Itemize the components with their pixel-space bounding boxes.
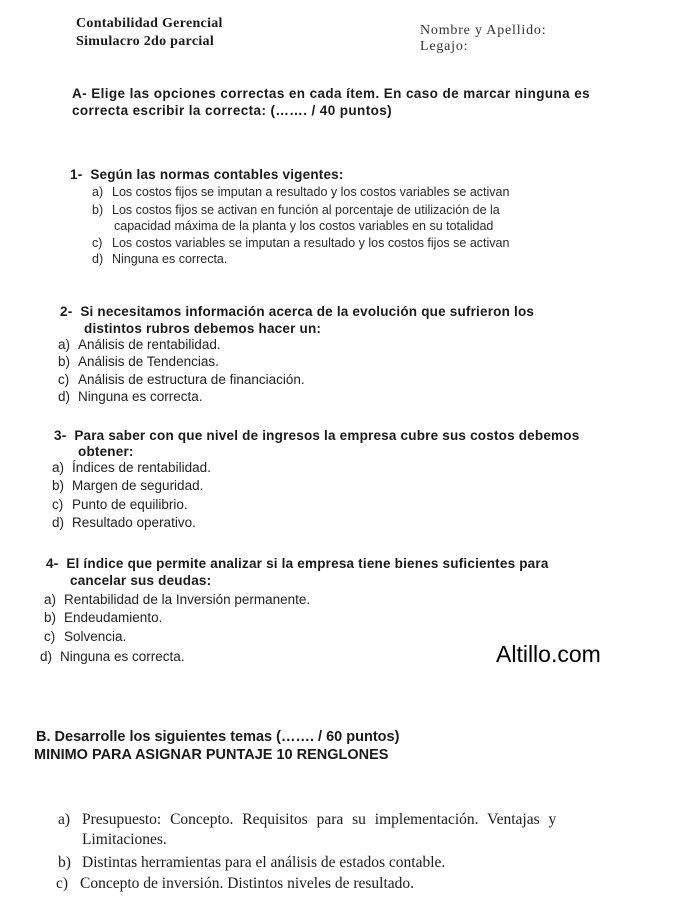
option-label: a) <box>92 185 104 199</box>
question-2-stem <box>60 304 534 319</box>
question-text: Según las normas contables vigentes: <box>90 167 344 182</box>
legajo-label: Legajo: <box>420 39 469 54</box>
question-1-option-c[interactable] <box>92 236 509 250</box>
question-text: Para saber con que nivel de ingresos la empresa cubre sus costos debemos <box>74 428 580 443</box>
option-text: Análisis de Tendencias. <box>78 354 219 369</box>
topic-b <box>58 854 445 872</box>
option-label: b) <box>92 203 104 217</box>
option-label: d) <box>40 649 53 664</box>
option-label: c) <box>58 372 70 387</box>
question-3-option-d[interactable] <box>52 515 196 530</box>
question-text: El índice que permite analizar si la empresa tiene bienes suficientes para <box>66 556 549 571</box>
option-label: d) <box>58 389 71 404</box>
option-label: a) <box>44 592 57 607</box>
course-title: Contabilidad Gerencial <box>76 16 223 31</box>
question-text: Si necesitamos información acerca de la evolución que sufrieron los <box>80 304 535 319</box>
question-3-option-c[interactable] <box>52 497 188 512</box>
option-text: Ninguna es correcta. <box>60 649 185 664</box>
question-3-stem-continued: obtener: <box>78 444 134 459</box>
option-text: Análisis de rentabilidad. <box>78 337 221 352</box>
question-number: 3- <box>54 428 67 443</box>
option-text: Endeudamiento. <box>64 610 163 625</box>
option-label: c) <box>44 629 56 644</box>
option-text: Ninguna es correcta. <box>112 252 228 266</box>
question-4-option-c[interactable] <box>44 629 126 644</box>
option-label: b) <box>44 610 57 625</box>
section-b-title: B. Desarrolle los siguientes temas (……. / 60 puntos) <box>36 729 400 745</box>
watermark-text: Altillo.com <box>496 641 601 667</box>
question-1-option-d[interactable] <box>92 252 227 266</box>
topic-a-continued: Limitaciones. <box>82 831 167 848</box>
option-label: a) <box>58 337 71 352</box>
option-label: a) <box>52 460 65 475</box>
option-label: c) <box>52 497 64 512</box>
option-text: Los costos variables se imputan a resultado y los costos fijos se activan <box>112 236 510 250</box>
option-text: Ninguna es correcta. <box>78 389 203 404</box>
question-4-option-b[interactable] <box>44 610 162 625</box>
option-text: Los costos fijos se imputan a resultado y los costos variables se activan <box>112 185 510 199</box>
option-label: d) <box>92 252 104 266</box>
topic-text: Concepto de inversión. Distintos niveles de resultado. <box>80 875 415 892</box>
topic-a <box>58 811 698 829</box>
exam-title: Simulacro 2do parcial <box>76 34 215 49</box>
question-1-option-b-continued: capacidad máxima de la planta y los costos variables en su totalidad <box>114 219 494 233</box>
option-text: Punto de equilibrio. <box>72 497 188 512</box>
option-label: b) <box>58 354 71 369</box>
topic-c <box>56 875 414 893</box>
option-label: c) <box>92 236 103 250</box>
question-1-option-b[interactable] <box>92 203 500 217</box>
question-4-stem-continued: cancelar sus deudas: <box>70 573 212 588</box>
topic-text: Presupuesto: Concepto. Requisitos para su implementación. Ventajas y <box>82 811 557 828</box>
question-2-stem-continued: distintos rubros debemos hacer un: <box>84 321 322 336</box>
name-label: Nombre y Apellido: <box>420 23 547 38</box>
question-4-stem <box>46 556 549 571</box>
topic-label: c) <box>56 875 69 892</box>
option-text: Rentabilidad de la Inversión permanente. <box>64 592 311 607</box>
question-2-option-c[interactable] <box>58 372 305 387</box>
option-text: Margen de seguridad. <box>72 478 204 493</box>
option-label: d) <box>52 515 65 530</box>
question-2-option-a[interactable] <box>58 337 221 352</box>
question-3-option-a[interactable] <box>52 460 211 475</box>
option-text: Análisis de estructura de financiación. <box>78 372 305 387</box>
topic-label: b) <box>58 854 71 871</box>
question-number: 4- <box>46 556 59 571</box>
option-text: Resultado operativo. <box>72 515 196 530</box>
option-text: Índices de rentabilidad. <box>72 460 211 475</box>
question-2-option-d[interactable] <box>58 389 203 404</box>
section-a-instruction-line2: correcta escribir la correcta: (……. / 40 puntos) <box>72 103 393 118</box>
question-3-option-b[interactable] <box>52 478 203 493</box>
question-3-stem <box>54 428 579 443</box>
topic-label: a) <box>58 811 71 828</box>
question-number: 1- <box>70 167 83 182</box>
question-1-stem <box>70 167 344 182</box>
question-4-option-a[interactable] <box>44 592 310 607</box>
topic-text: Distintas herramientas para el análisis de estados contable. <box>82 854 446 871</box>
question-number: 2- <box>60 304 73 319</box>
question-4-option-d[interactable] <box>40 649 185 664</box>
option-label: b) <box>52 478 65 493</box>
option-text: Los costos fijos se activan en función al porcentaje de utilización de la <box>112 203 500 217</box>
question-1-option-a[interactable] <box>92 185 509 199</box>
question-2-option-b[interactable] <box>58 354 219 369</box>
section-b-subtitle: MINIMO PARA ASIGNAR PUNTAJE 10 RENGLONES <box>34 747 389 763</box>
option-text: Solvencia. <box>64 629 127 644</box>
section-a-instruction-line1: A- Elige las opciones correctas en cada ítem. En caso de marcar ninguna es <box>72 86 591 101</box>
